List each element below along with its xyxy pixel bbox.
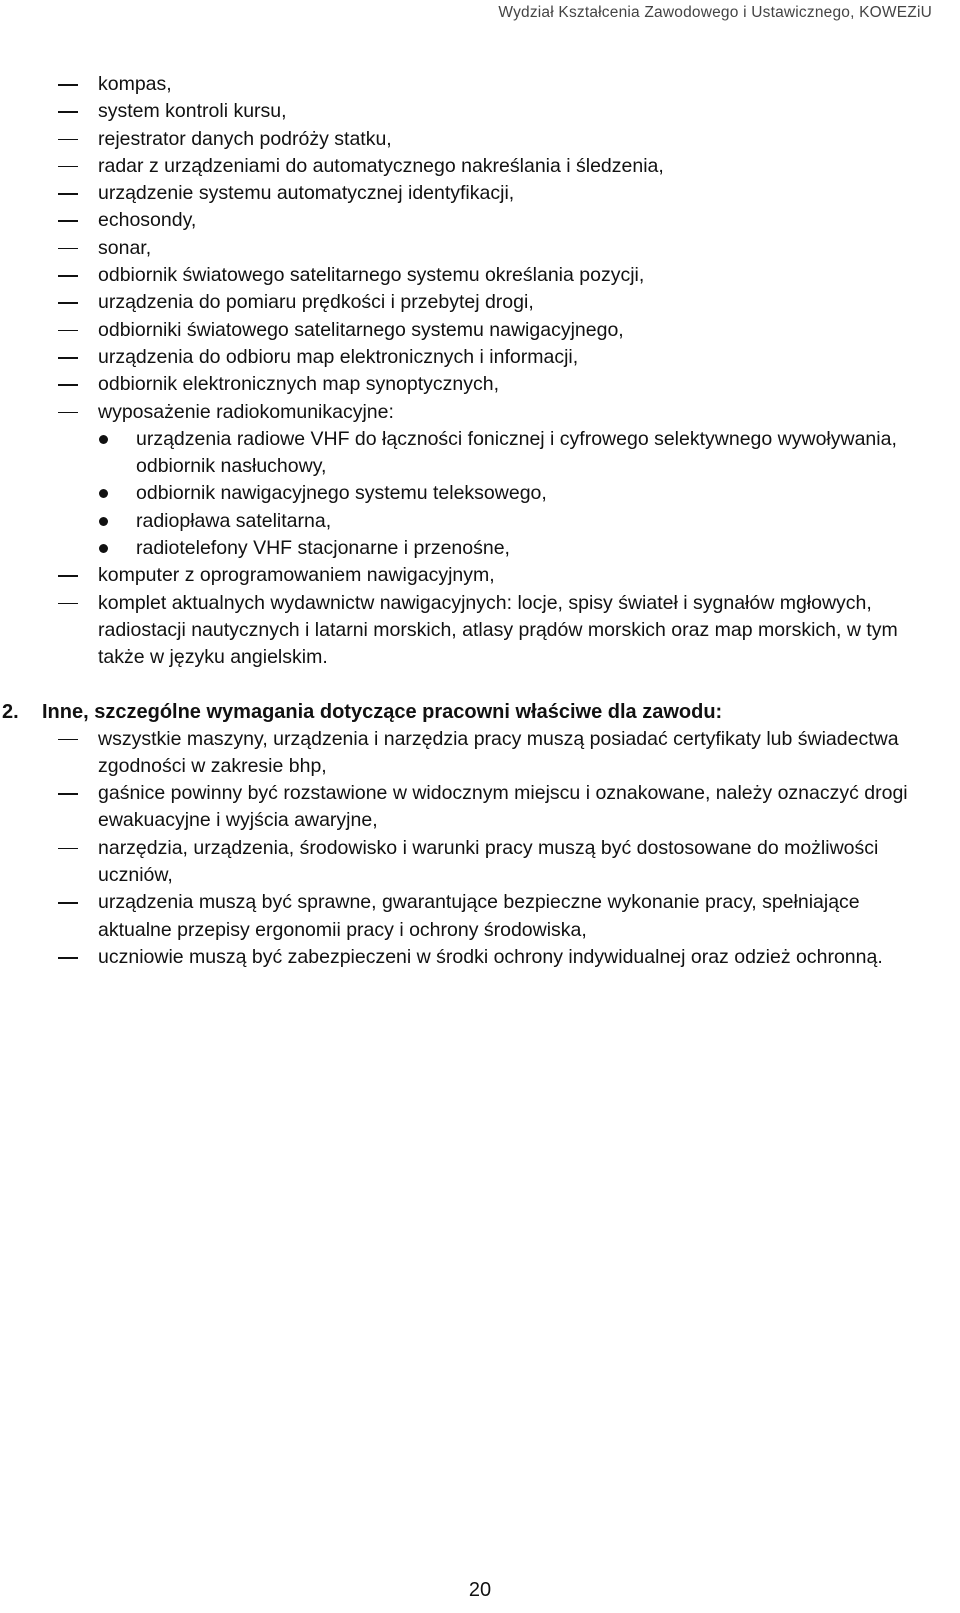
- bullet-item-text: urządzenia radiowe VHF do łączności fonicznej i cyfrowego selektywnego wywoływania, odbiornik nasłuchowy,: [136, 427, 897, 478]
- list-item: [0, 98, 960, 125]
- bullet-marker: [99, 544, 108, 553]
- list-item: [0, 262, 960, 289]
- bullet-item: [0, 480, 960, 507]
- page-header: Wydział Kształcenia Zawodowego i Ustawicznego, KOWEZiU: [498, 4, 932, 21]
- bullet-item: [0, 426, 960, 481]
- equipment-list: [0, 71, 960, 426]
- dash-marker: [58, 848, 78, 850]
- list-item-text: uczniowie muszą być zabezpieczeni w środki ochrony indywidualnej oraz odzież ochronną.: [98, 945, 883, 968]
- list-item: [0, 180, 960, 207]
- dash-marker: [58, 84, 78, 86]
- list-item: [0, 562, 960, 589]
- list-item-text: wszystkie maszyny, urządzenia i narzędzia pracy muszą posiadać certyfikaty lub świadectwa zgodności w zakresie bhp,: [98, 727, 899, 777]
- list-item-text: rejestrator danych podróży statku,: [98, 127, 392, 150]
- list-item: [0, 889, 960, 944]
- bullet-item: [0, 508, 960, 535]
- list-item-text: odbiorniki światowego satelitarnego systemu nawigacyjnego,: [98, 318, 624, 341]
- list-item-text: radar z urządzeniami do automatycznego nakreślania i śledzenia,: [98, 154, 664, 177]
- bullet-item-text: radiotelefony VHF stacjonarne i przenośne,: [136, 537, 510, 560]
- dash-marker: [58, 111, 78, 113]
- list-item-text: urządzenie systemu automatycznej identyfikacji,: [98, 182, 515, 205]
- dash-marker: [58, 220, 78, 222]
- dash-marker: [58, 330, 78, 332]
- list-item: [0, 726, 960, 781]
- section-heading: [0, 699, 960, 726]
- page-number: 20: [468, 1579, 492, 1601]
- dash-marker: [58, 193, 78, 195]
- list-item-text: gaśnice powinny być rozstawione w widocznym miejscu i oznakowane, należy oznaczyć drogi ewakuacyjne i wyjścia awaryjne,: [98, 782, 908, 832]
- bullet-marker: [99, 517, 108, 526]
- list-item: [0, 207, 960, 234]
- dash-marker: [58, 302, 78, 304]
- dash-marker: [58, 384, 78, 386]
- dash-marker: [58, 793, 78, 795]
- dash-marker: [58, 139, 78, 141]
- list-item-text: komputer z oprogramowaniem nawigacyjnym,: [98, 564, 495, 587]
- list-item: [0, 944, 960, 971]
- dash-marker: [58, 739, 78, 741]
- bullet-item-text: odbiornik nawigacyjnego systemu teleksowego,: [136, 482, 547, 505]
- requirements-list: [0, 726, 960, 972]
- list-item: [0, 153, 960, 180]
- dash-marker: [58, 275, 78, 277]
- dash-marker: [58, 902, 78, 904]
- list-item-text: odbiornik światowego satelitarnego systemu określania pozycji,: [98, 264, 645, 287]
- section-title: Inne, szczególne wymagania dotyczące pracowni właściwe dla zawodu:: [42, 700, 723, 723]
- list-item: [0, 835, 960, 890]
- list-item: [0, 317, 960, 344]
- bullet-item-text: radiopława satelitarna,: [136, 509, 332, 532]
- list-item: [0, 780, 960, 835]
- bullet-marker: [99, 489, 108, 498]
- list-item: [0, 399, 960, 426]
- list-item: [0, 371, 960, 398]
- list-item: [0, 71, 960, 98]
- list-item: [0, 590, 960, 672]
- list-item: [0, 235, 960, 262]
- section-number: 2.: [2, 700, 19, 723]
- equipment-list-continued: [0, 562, 960, 671]
- dash-marker: [58, 957, 78, 959]
- dash-marker: [58, 357, 78, 359]
- list-item-text: narzędzia, urządzenia, środowisko i warunki pracy muszą być dostosowane do możliwości uczniów,: [98, 836, 879, 887]
- list-item-text: urządzenia do odbioru map elektronicznych i informacji,: [98, 345, 579, 368]
- list-item: [0, 344, 960, 371]
- list-item-text: urządzenia do pomiaru prędkości i przebytej drogi,: [98, 291, 534, 314]
- list-item-text: odbiornik elektronicznych map synoptycznych,: [98, 373, 500, 396]
- list-item-text: urządzenia muszą być sprawne, gwarantujące bezpieczne wykonanie pracy, spełniające aktualne przepisy ergonomii pracy i ochrony środowiska,: [98, 891, 860, 941]
- list-item-text: wyposażenie radiokomunikacyjne:: [98, 400, 394, 423]
- dash-marker: [58, 166, 78, 168]
- list-item: [0, 126, 960, 153]
- list-item-text: system kontroli kursu,: [98, 100, 287, 123]
- dash-marker: [58, 248, 78, 250]
- list-item-text: kompas,: [98, 73, 172, 95]
- dash-marker: [58, 575, 78, 577]
- bullet-marker: [99, 435, 108, 444]
- dash-marker: [58, 603, 78, 605]
- list-item-text: echosondy,: [98, 209, 197, 232]
- dash-marker: [58, 412, 78, 414]
- list-item-text: sonar,: [98, 236, 152, 259]
- page-content: [0, 71, 960, 971]
- list-item: [0, 289, 960, 316]
- list-item-text: komplet aktualnych wydawnictw nawigacyjnych: locje, spisy świateł i sygnałów mgłowych, radiostacji nautycznych i latarni morskich, atlasy prądów morskich oraz map morskich, w tym także w języku angielskim.: [98, 591, 898, 669]
- bullet-item: [0, 535, 960, 562]
- radio-equipment-list: [0, 426, 960, 562]
